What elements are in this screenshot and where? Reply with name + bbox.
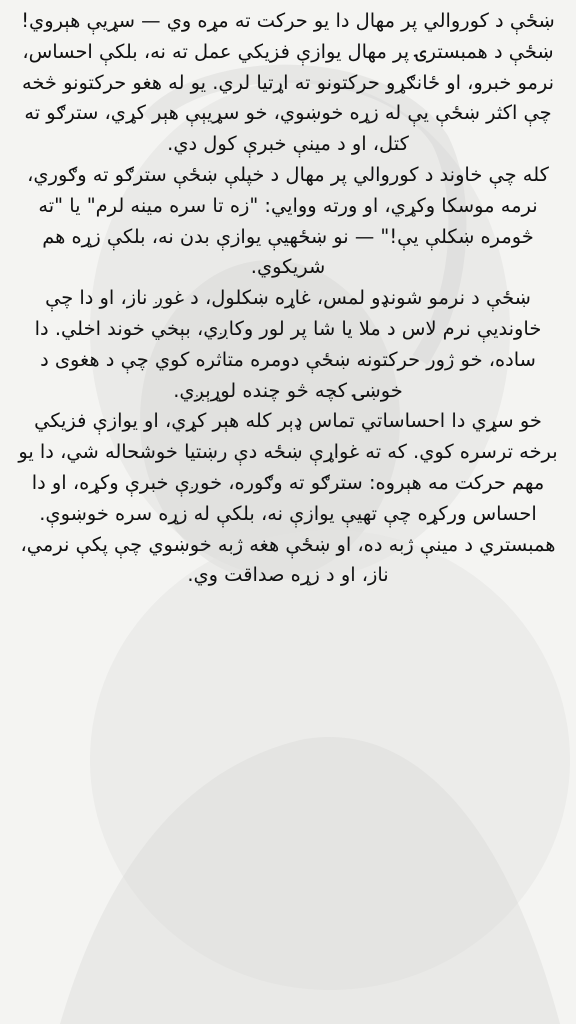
- body-paragraph: کله چې خاوند د کوروالي پر مهال د خپلې ښځې سترګو ته وګوري، نرمه موسکا وکړي، او ورته ووايي: "زه تا سره مينه لرم" يا "ته څومره ښکلې يې!" — نو ښځهيې يوازې بدن نه، بلکې زړه هم شريکوي.: [27, 162, 549, 279]
- body-paragraph: ښځې د همبسترۍ پر مهال يوازې فزيکي عمل ته نه، بلکې احساس، نرمو خبرو، او ځانګړو حرکتونو ته اړتيا لري. يو له هغو حرکتونو څخه چې اکثر ښځې يې له زړه خوښوي، خو سړيېې هېر کړي، سترګو ته کتل، او د مينې خبرې کول دي.: [22, 39, 554, 156]
- body-paragraph: ښځې د نرمو شونډو لمس، غاړه ښکلول، د غوږ ناز، او دا چې خاونديې نرم لاس د ملا يا شا پر لور وکاږي، بېخي خوند اخلي. دا ساده، خو ژور حرکتونه ښځې دومره متاثره کوي چې د هغوی د خوښۍ کچه څو چنده لوړېږي.: [34, 286, 542, 402]
- headline-paragraph: ښځې د کوروالي پر مهال دا يو حرکت ته مړه وي — سړيې هېروي!: [21, 9, 555, 32]
- closing-paragraph: همبستري د مينې ژبه ده، او ښځې هغه ژبه خوښوي چې پکې نرمي، ناز، او د زړه صداقت وي.: [20, 532, 556, 587]
- body-paragraph: خو سړي دا احساساتي تماس ډېر کله هېر کړي، او يوازې فزيکي برخه ترسره کوي. که ته غواړې ښځه دې رښتيا خوشحاله شي، دا يو مهم حرکت مه هېروه: سترګو ته وګوره، خوږې خبرې وکړه، او دا احساس ورکړه چې تهيې يوازې نه، بلکې له زړه سره خوښوې.: [18, 409, 558, 525]
